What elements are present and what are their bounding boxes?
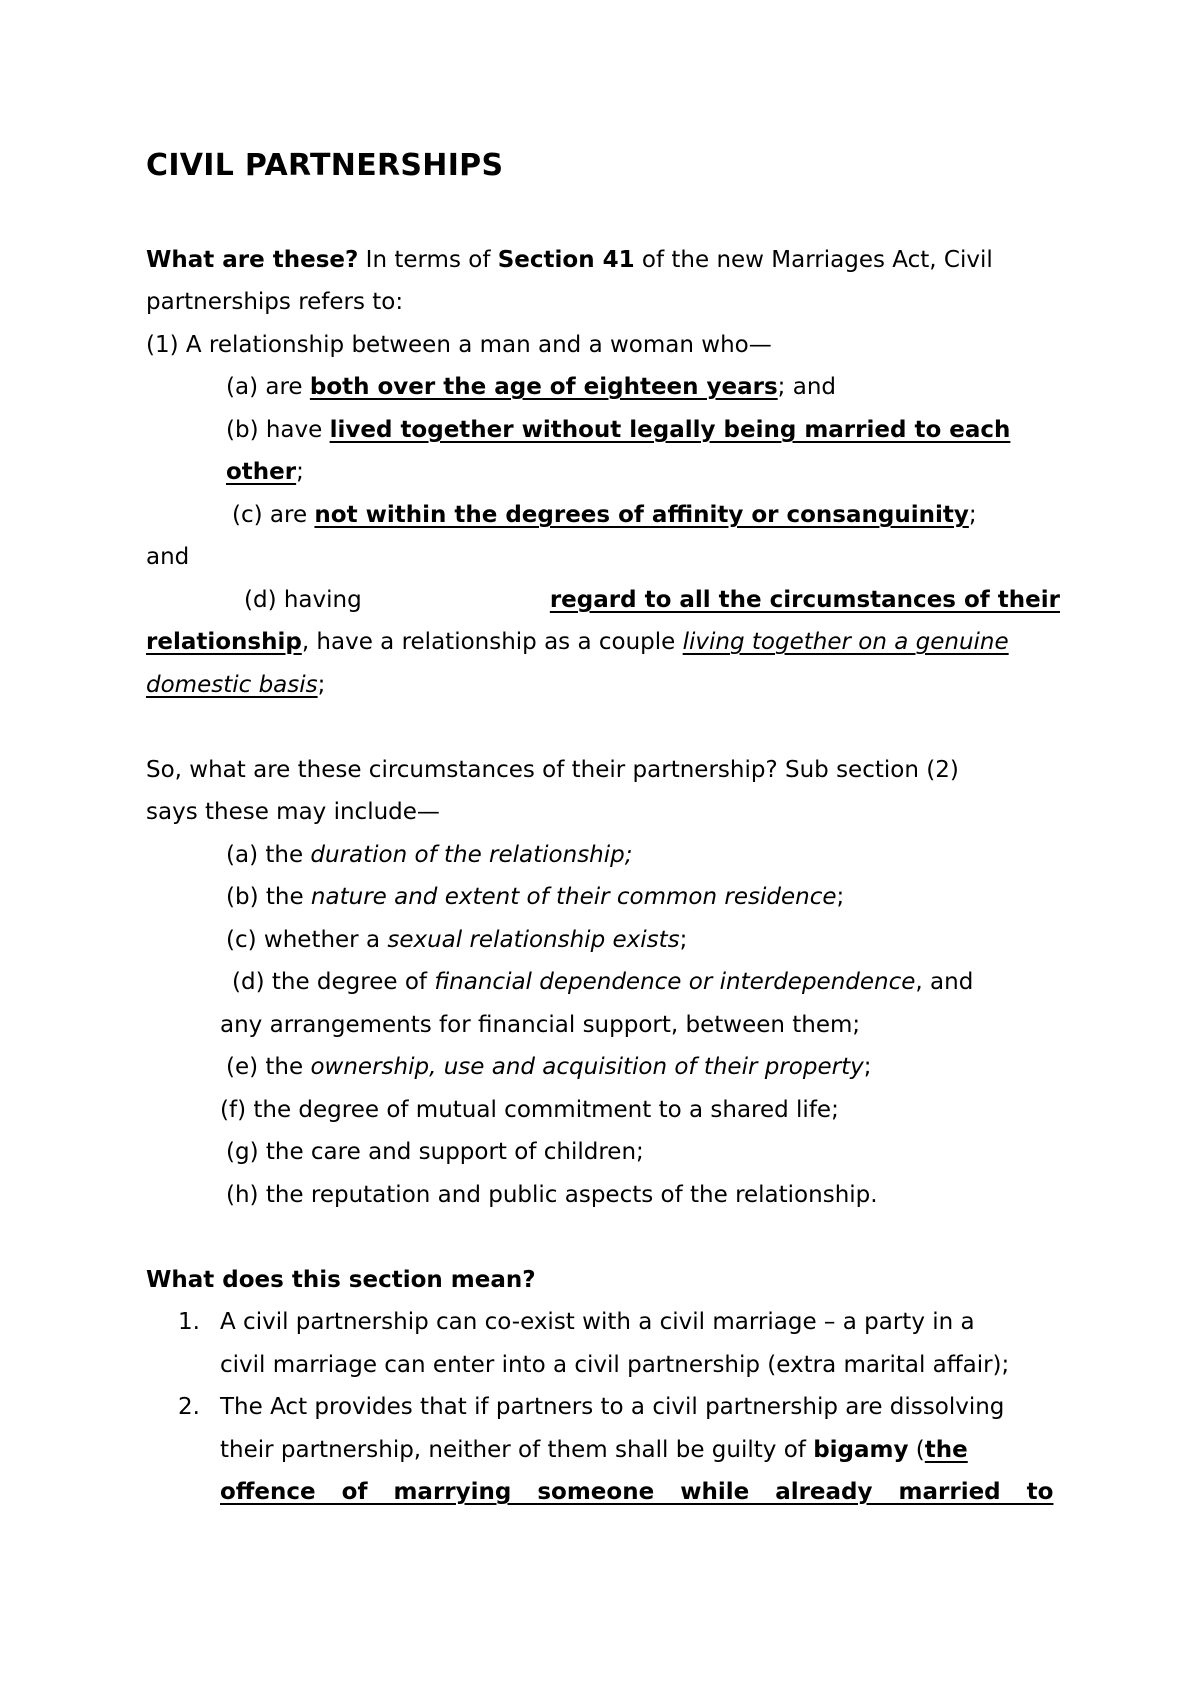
circ-b-end: ; [836, 884, 845, 910]
item-d-label: (d) having [244, 587, 362, 613]
circ-d-end: , and [915, 969, 974, 995]
circ-c-end: ; [679, 927, 688, 953]
circ-c-italic: sexual relationship exists [387, 927, 680, 953]
item-b-emphasis-1: lived together without legally being married to each [329, 417, 1011, 443]
circ-b-italic: nature and extent of their common residence [310, 884, 837, 910]
item-2-text: their partnership, neither of them shall be guilty of [220, 1437, 814, 1463]
definition-and: and [146, 544, 190, 570]
circumstance-h: (h) the reputation and public aspects of the relationship. [226, 1182, 878, 1208]
item-d-end: ; [317, 672, 326, 698]
circ-a-label: (a) the [226, 842, 311, 868]
meaning-item-2-line-1: The Act provides that if partners to a civil partnership are dissolving [220, 1394, 1005, 1420]
item-c-end: ; [968, 502, 977, 528]
definition-clause-1: (1) A relationship between a man and a woman who— [146, 332, 772, 358]
circ-b-label: (b) the [226, 884, 311, 910]
item-2-paren: ( [908, 1437, 925, 1463]
meaning-item-2-line-2 [220, 1435, 1060, 1465]
intro-line-1 [146, 245, 1060, 275]
item-b-emphasis-2: other [226, 459, 297, 485]
definition-item-d-line-3 [146, 670, 325, 700]
item-d-italic-1: living together on a genuine [682, 629, 1009, 655]
circumstance-c [226, 925, 687, 955]
circ-e-italic: ownership, use and acquisition of their property [310, 1054, 864, 1080]
circumstance-b [226, 882, 844, 912]
circumstance-d-line-1 [232, 967, 1060, 997]
intro-question: What are these? [146, 247, 359, 273]
item-c-label: (c) are [232, 502, 315, 528]
circumstances-line-1: So, what are these circumstances of their partnership? Sub section (2) [146, 757, 959, 783]
intro-line-2: partnerships refers to: [146, 289, 404, 315]
definition-item-b-line-2 [226, 457, 304, 487]
meaning-item-1-line-1: A civil partnership can co-exist with a civil marriage – a party in a [220, 1309, 975, 1335]
meaning-item-1-line-2: civil marriage can enter into a civil partnership (extra marital affair); [220, 1352, 1010, 1378]
item-b-label: (b) have [226, 417, 330, 443]
circumstance-g: (g) the care and support of children; [226, 1139, 644, 1165]
circ-c-label: (c) whether a [226, 927, 388, 953]
circ-d-italic: financial dependence or interdependence [434, 969, 916, 995]
circ-a-italic: duration of the relationship; [310, 842, 633, 868]
meaning-item-1-number: 1. [178, 1309, 200, 1335]
item-b-end: ; [296, 459, 304, 485]
document-title: CIVIL PARTNERSHIPS [146, 148, 504, 183]
meaning-heading: What does this section mean? [146, 1267, 536, 1293]
definition-item-b-line-1 [226, 415, 1060, 445]
intro-text: In terms of [358, 247, 498, 273]
item-a-label: (a) are [226, 374, 310, 400]
definition-item-d-line-1 [244, 585, 1060, 615]
bigamy-term: bigamy [813, 1437, 909, 1463]
bigamy-definition: offence of marrying someone while already married to [220, 1479, 1054, 1505]
section-reference: Section 41 [497, 247, 635, 273]
item-a-emphasis: both over the age of eighteen years [309, 374, 778, 400]
circ-d-label: (d) the degree of [232, 969, 435, 995]
item-c-emphasis: not within the degrees of affinity or consanguinity [314, 502, 969, 528]
item-d-emphasis-1: regard to all the circumstances of their [549, 587, 1060, 613]
definition-item-a [226, 372, 836, 402]
meaning-item-2-number: 2. [178, 1394, 200, 1420]
definition-item-d-line-2 [146, 627, 1009, 657]
circ-e-end: ; [863, 1054, 872, 1080]
circumstances-line-2: says these may include— [146, 799, 440, 825]
circ-e-label: (e) the [226, 1054, 311, 1080]
item-d-emphasis-2: relationship [146, 629, 302, 655]
circumstance-f: (f) the degree of mutual commitment to a shared life; [220, 1097, 839, 1123]
circumstance-e [226, 1052, 871, 1082]
bigamy-definition-start: the [924, 1437, 968, 1463]
item-d-middle: , have a relationship as a couple [301, 629, 683, 655]
circumstance-d-line-2: any arrangements for financial support, between them; [220, 1012, 861, 1038]
item-a-end: ; and [777, 374, 837, 400]
intro-text-2: of the new Marriages Act, Civil [634, 247, 993, 273]
definition-item-c [232, 500, 1060, 530]
item-d-italic-2: domestic basis [146, 672, 318, 698]
circumstance-a [226, 840, 633, 870]
meaning-item-2-line-3 [220, 1477, 1060, 1507]
